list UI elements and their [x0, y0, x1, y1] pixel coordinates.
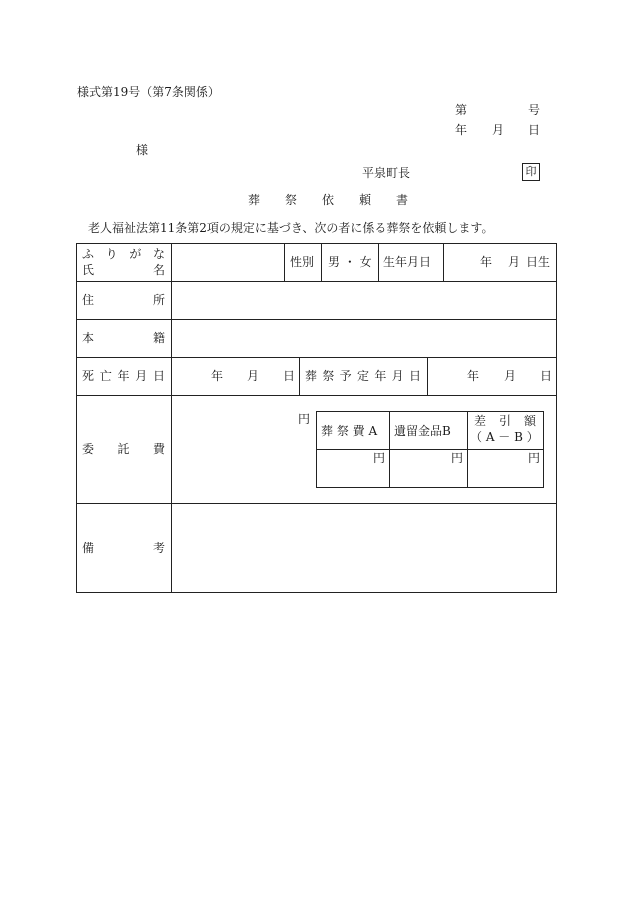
document-number-suffix: 号 [528, 103, 541, 117]
issue-date-day: 日 [528, 123, 541, 137]
row-divider [76, 281, 557, 282]
difference-yen-unit: 円 [528, 451, 541, 465]
label-column-divider [171, 243, 172, 593]
death-date-day: 日 [283, 369, 296, 383]
furigana-label: ふ り が な [82, 247, 165, 261]
birthdate-month: 月 [508, 255, 521, 269]
col-divider [443, 243, 444, 281]
cost-table-border [316, 411, 544, 412]
intro-text: 老人福祉法第11条第2項の規定に基づき、次の者に係る葬祭を依頼します。 [88, 221, 494, 235]
document-number-prefix: 第 [455, 103, 468, 117]
birthdate-day: 日生 [526, 255, 551, 269]
funeral-cost-yen-unit: 円 [373, 451, 386, 465]
name-label: 氏 名 [82, 263, 165, 277]
belongings-label: 遺留金品B [394, 424, 451, 438]
commission-yen-unit: 円 [298, 412, 311, 426]
difference-label: 差 引 額 [474, 414, 536, 428]
row-divider [76, 395, 557, 396]
funeral-date-year: 年 [467, 369, 480, 383]
row-divider [76, 357, 557, 358]
belongings-yen-unit: 円 [451, 451, 464, 465]
issue-date-month: 月 [492, 123, 505, 137]
cost-table-border [543, 411, 544, 488]
funeral-date-label: 葬 祭 予 定 年 月 日 [305, 369, 421, 383]
funeral-date-month: 月 [504, 369, 517, 383]
col-divider [284, 243, 285, 281]
title-char: 書 [395, 193, 408, 207]
title-char: 頼 [358, 193, 371, 207]
gender-options: 男 ・ 女 [328, 255, 372, 269]
birthdate-year: 年 [480, 255, 493, 269]
col-divider [427, 357, 428, 395]
cost-table-border [316, 487, 544, 488]
gender-label: 性別 [290, 255, 315, 269]
row-divider [76, 319, 557, 320]
difference-formula: （ A － B ） [470, 430, 539, 444]
table-border-bottom [76, 592, 557, 593]
issuer-title: 平泉町長 [362, 166, 411, 180]
cost-table-divider [316, 449, 544, 450]
col-divider [378, 243, 379, 281]
row-divider [76, 503, 557, 504]
addressee-suffix: 様 [136, 143, 149, 157]
col-divider [299, 357, 300, 395]
table-border-left [76, 243, 77, 593]
death-date-year: 年 [211, 369, 224, 383]
seal-mark: 印 [522, 163, 540, 181]
death-date-month: 月 [247, 369, 260, 383]
col-divider [321, 243, 322, 281]
address-label: 住 所 [82, 293, 165, 307]
form-number: 様式第19号（第7条関係） [77, 85, 220, 99]
remarks-label: 備 考 [82, 541, 165, 555]
funeral-date-day: 日 [540, 369, 553, 383]
funeral-cost-label: 葬 祭 費 A [321, 424, 378, 438]
cost-table-divider [389, 411, 390, 488]
commission-label: 委 託 費 [82, 442, 165, 456]
issue-date-year: 年 [455, 123, 468, 137]
table-border-top [76, 243, 557, 244]
title-char: 葬 [248, 193, 261, 207]
document-title [248, 193, 408, 207]
cost-table-divider [467, 411, 468, 488]
death-date-label: 死 亡 年 月 日 [82, 369, 165, 383]
table-border-right [556, 243, 557, 593]
title-char: 祭 [284, 193, 297, 207]
birthdate-label: 生年月日 [383, 255, 432, 269]
domicile-label: 本 籍 [82, 331, 165, 345]
cost-table-border [316, 411, 317, 488]
title-char: 依 [321, 193, 334, 207]
